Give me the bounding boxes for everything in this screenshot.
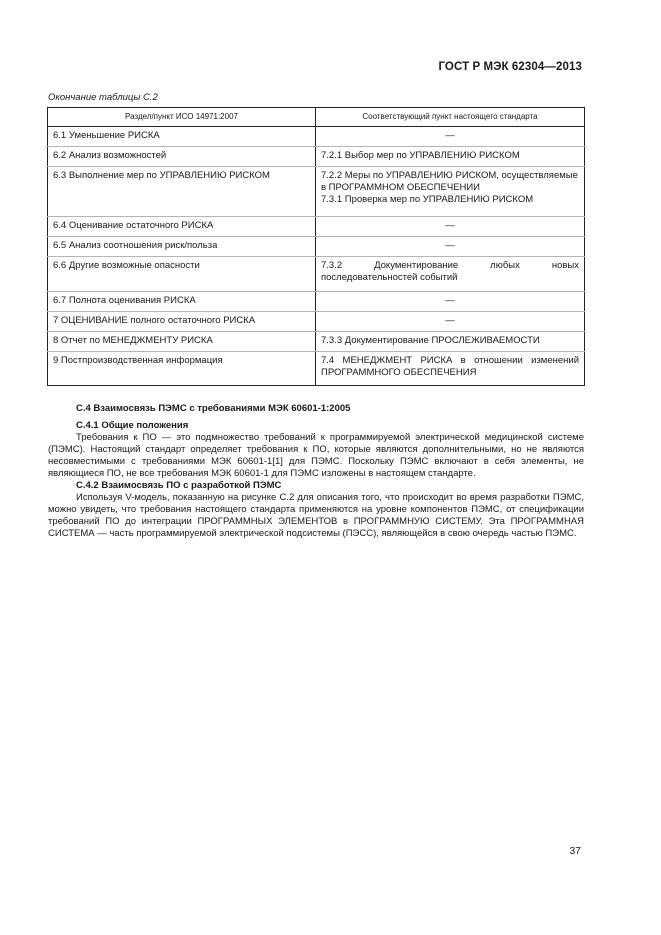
table-row <box>48 352 585 386</box>
iso-clause-cell: 6.4 Оценивание остаточного РИСКА <box>48 217 316 237</box>
standard-clause-cell: — <box>316 312 585 332</box>
section-c4 <box>48 403 584 540</box>
iso-clause-cell: 6.5 Анализ соотношения риск/польза <box>48 237 316 257</box>
iso-clause-cell: 6.1 Уменьшение РИСКА <box>48 127 316 147</box>
iso-clause-cell: 6.6 Другие возможные опасности <box>48 257 316 292</box>
standard-clause-cell: 7.4 МЕНЕДЖМЕНТ РИСКА в отношении изменений ПРОГРАММНОГО ОБЕСПЕЧЕНИЯ <box>316 352 585 386</box>
table-header-row <box>48 108 585 127</box>
table-row <box>48 312 585 332</box>
table-row <box>48 292 585 312</box>
iso-clause-cell: 6.2 Анализ возможностей <box>48 147 316 167</box>
correspondence-table <box>47 107 585 386</box>
table-row <box>48 127 585 147</box>
standard-clause-cell: — <box>316 292 585 312</box>
standard-clause-cell: 7.3.3 Документирование ПРОСЛЕЖИВАЕМОСТИ <box>316 332 585 352</box>
document-code: ГОСТ Р МЭК 62304—2013 <box>438 61 582 73</box>
column-header-iso-clause: Раздел/пункт ИСО 14971:2007 <box>48 108 316 127</box>
paragraph-general: Требования к ПО — это подмножество требований к программируемой электрической медицинской системе (ПЭМС). Настоящий стандарт определяет требования к ПО, которые являются дополнительными, но не являются несовместимыми с требованиями МЭК 60601-1[1] для ПЭМС. Поскольку ПЭМС включают в себя элементы, не являющиеся ПО, не все требования МЭК 60601-1 для ПЭМС изложены в настоящем стандарте. <box>48 432 584 479</box>
standard-clause-cell: — <box>316 127 585 147</box>
iso-clause-cell: 6.7 Полнота оценивания РИСКА <box>48 292 316 312</box>
table-row <box>48 332 585 352</box>
standard-clause-cell: 7.3.2 Документирование любых новых последовательностей событий <box>316 257 585 292</box>
table-row <box>48 257 585 292</box>
table-row <box>48 147 585 167</box>
standard-clause-line: 7.3.1 Проверка мер по УПРАВЛЕНИЮ РИСКОМ <box>321 194 534 205</box>
page-number: 37 <box>569 845 581 857</box>
iso-clause-cell: 6.3 Выполнение мер по УПРАВЛЕНИЮ РИСКОМ <box>48 167 316 217</box>
iso-clause-cell: 7 ОЦЕНИВАНИЕ полного остаточного РИСКА <box>48 312 316 332</box>
iso-clause-cell: 8 Отчет по МЕНЕДЖМЕНТУ РИСКА <box>48 332 316 352</box>
paragraph-software-development: Используя V-модель, показанную на рисунке С.2 для описания того, что происходит во время разработки ПЭМС, можно увидеть, что требования настоящего стандарта применяются на уровне компонентов ПЭМС, от спецификации требований ПО до интеграции ПРОГРАММНЫХ ЭЛЕМЕНТОВ в ПРОГРАММНУЮ СИСТЕМУ. Эта ПРОГРАММНАЯ СИСТЕМА — часть программируемой электрической подсистемы (ПЭСС), являющейся в свою очередь частью ПЭМС. <box>48 492 584 539</box>
table-row <box>48 237 585 257</box>
iso-clause-cell: 9 Постпроизводственная информация <box>48 352 316 386</box>
standard-clause-line: 7.2.2 Меры по УПРАВЛЕНИЮ РИСКОМ, осуществляемые в ПРОГРАММНОМ ОБЕСПЕЧЕНИИ <box>321 170 578 193</box>
table-row <box>48 167 585 217</box>
column-header-standard-clause: Соответствующий пункт настоящего стандарта <box>316 108 585 127</box>
standard-clause-cell: — <box>316 237 585 257</box>
table-row <box>48 217 585 237</box>
table-caption: Окончание таблицы С.2 <box>48 92 158 103</box>
standard-clause-cell: — <box>316 217 585 237</box>
section-heading: С.4 Взаимосвязь ПЭМС с требованиями МЭК 60601-1:2005 <box>76 403 351 414</box>
standard-clause-cell: 7.2.1 Выбор мер по УПРАВЛЕНИЮ РИСКОМ <box>316 147 585 167</box>
standard-clause-cell <box>316 167 585 217</box>
subsection-heading-software-development: С.4.2 Взаимосвязь ПО с разработкой ПЭМС <box>76 480 282 491</box>
subsection-heading-general: С.4.1 Общие положения <box>76 420 189 431</box>
